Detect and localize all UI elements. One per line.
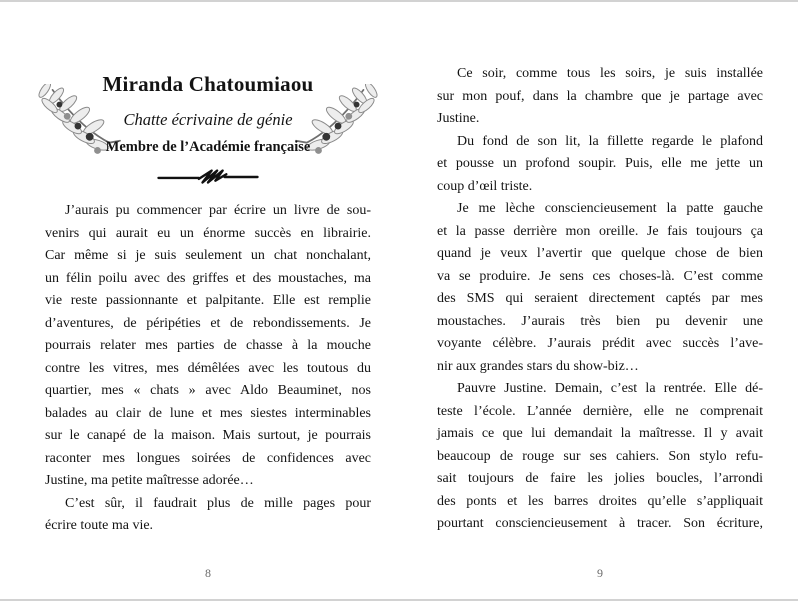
paragraph — [437, 63, 763, 131]
text-line: Je me lèche consciencieusement la patte gauche — [457, 201, 763, 216]
text-line: beaucoup de rouge sur ses cahiers. Son stylo refu- — [437, 448, 763, 464]
text-line: pourrais relater mes parties de chasse à la mouche — [45, 338, 371, 353]
page-number: 8 — [205, 566, 211, 580]
left-page — [45, 0, 371, 601]
text-line: J’aurais pu commencer par écrire un livre de sou- — [65, 203, 371, 218]
paragraph — [45, 200, 371, 493]
text-line: sait toujours de faire les jolies boucles, l’arrondi — [437, 471, 763, 486]
text-line: Justine, ma petite maîtresse adorée… — [45, 473, 254, 488]
text-line: Pauvre Justine. Demain, c’est la rentrée. Elle dé- — [457, 381, 763, 396]
text-line: jamais ce que lui demandait la maîtresse. Il y avait — [437, 426, 763, 441]
paragraph — [437, 131, 763, 199]
text-line: des ponts et les barres droites qu’elle s’appliquait — [437, 493, 763, 509]
author-role: Chatte écrivaine de génie — [123, 110, 293, 129]
page-body — [437, 63, 763, 536]
paragraph — [45, 493, 371, 538]
text-line: écrire toute ma vie. — [45, 518, 154, 533]
page-number: 9 — [597, 566, 603, 580]
page-body — [45, 200, 371, 538]
text-line: et la passe derrière mon oreille. Je fais toujours ça — [437, 223, 763, 239]
text-line: sur mon pouf, dans la chambre que je partage avec — [437, 88, 763, 104]
paragraph — [437, 198, 763, 378]
text-line: des SMS qui seraient directement captés par mes — [437, 291, 763, 306]
text-line: Du fond de son lit, la fillette regarde le plafond — [457, 133, 763, 149]
author-name: Miranda Chatoumiaou — [102, 72, 314, 96]
text-line: quand je veux l’avertir que quelque chose de bien — [437, 246, 763, 261]
text-line: Car même si je suis seulement un chat nonchalant, — [45, 248, 371, 263]
text-line: Ce soir, comme tous les soirs, je suis installée — [457, 66, 763, 81]
text-line: voyante célèbre. J’aurais prédit avec succès l’ave- — [437, 336, 763, 351]
text-line: contre les vitres, mes démêlées avec les toutous du — [45, 360, 371, 376]
text-line: nir aux grandes stars du show-biz… — [437, 358, 639, 374]
text-line: un félin poilu avec des griffes et des moustaches, ma — [45, 270, 371, 286]
squiggle-divider-icon — [45, 166, 371, 193]
text-line: vie reste passionnante et palpitante. Elle est remplie — [45, 293, 371, 308]
text-line: d’aventures, de péripéties et de rebondissements. Je — [45, 315, 371, 331]
text-line: raconter mes longues soirées de confidences avec — [45, 450, 371, 466]
right-page — [437, 0, 763, 601]
text-line: sur le canapé de la maison. Mais surtout, je pourrais — [45, 428, 371, 443]
text-line: coup d’œil triste. — [437, 178, 533, 194]
text-line: venirs qui aurait eu un énorme succès en librairie. — [45, 225, 371, 241]
text-line: va se produire. Je sens ces choses-là. C’est comme — [437, 268, 763, 284]
text-line: teste l’école. L’année dernière, elle ne comprenait — [437, 403, 763, 419]
text-line: et pousse un profond soupir. Puis, elle me jette un — [437, 156, 763, 171]
paragraph — [437, 378, 763, 536]
author-affiliation: Membre de l’Académie française — [105, 139, 311, 155]
text-line: C’est sûr, il faudrait plus de mille pages pour — [65, 495, 371, 511]
text-line: Justine. — [437, 111, 480, 126]
text-line: balades au clair de lune et mes siestes interminables — [45, 405, 371, 421]
text-line: pourtant consciencieusement à tracer. Son écriture, — [437, 516, 763, 531]
text-line: moustaches. J’aurais très bien pu devenir une — [437, 313, 763, 329]
text-line: quartier, mes « chats » avec Aldo Beauminet, nos — [45, 383, 371, 398]
